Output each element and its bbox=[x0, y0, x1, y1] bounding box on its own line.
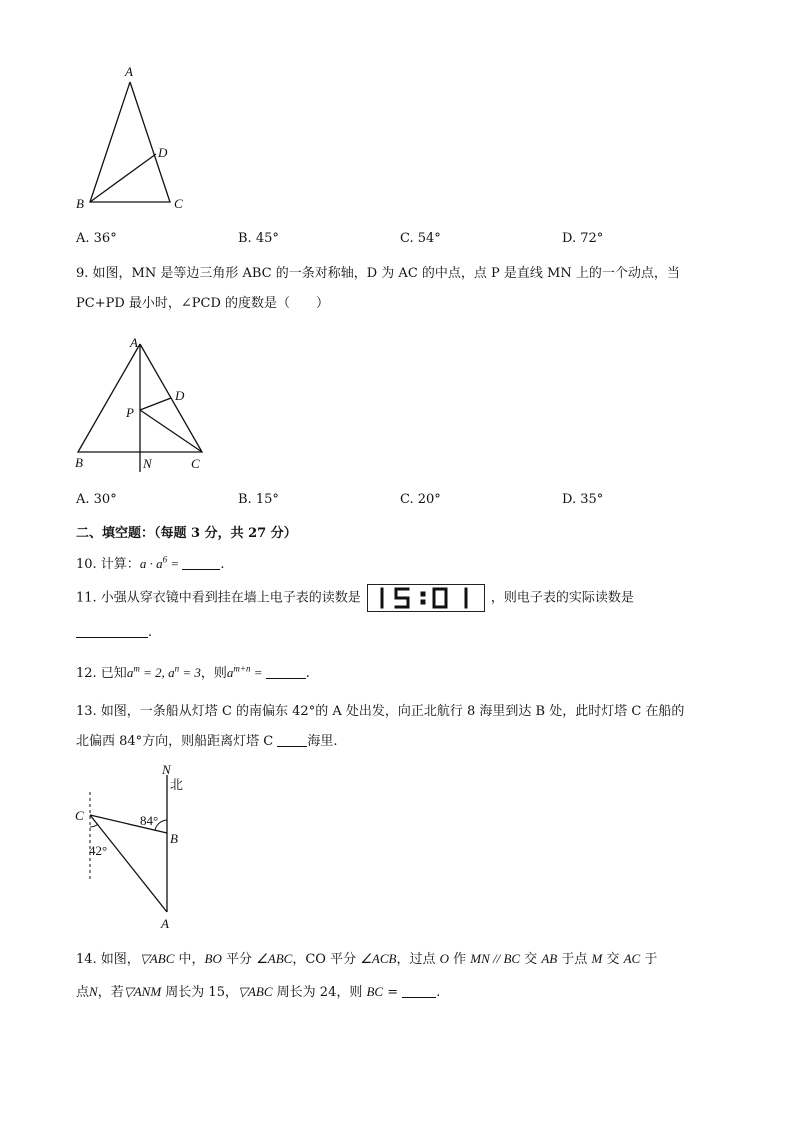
q14-l2-triangle-anm: ▽ANM bbox=[123, 984, 162, 999]
q14-period: . bbox=[436, 985, 441, 1000]
q14-l2-t6: 周长为 24，则 bbox=[272, 985, 367, 1000]
q12-mid: ，则 bbox=[200, 666, 227, 681]
q14-l2-bc: BC bbox=[366, 984, 384, 999]
q14-l1-t4: 平分 bbox=[221, 952, 257, 967]
q12-line bbox=[76, 662, 310, 681]
q14-l1-angle-abc: ∠ABC bbox=[256, 951, 293, 966]
q13-label-b: B bbox=[170, 831, 178, 846]
q14-l1-t2: 中， bbox=[174, 952, 205, 967]
q14-l1-triangle-abc: ▽ABC bbox=[139, 951, 175, 966]
q8-label-d: D bbox=[158, 145, 168, 160]
q8-label-c: C bbox=[174, 196, 183, 211]
q9-text-line1: 9. 如图，MN 是等边三角形 ABC 的一条对称轴，D 为 AC 的中点，点 P 是直线 MN 上的一个动点，当 bbox=[76, 266, 680, 281]
q10-prefix: 10. 计算： bbox=[76, 557, 140, 572]
q12-period: . bbox=[305, 666, 310, 681]
q14-l1-t16: 交 bbox=[602, 952, 624, 967]
q14-l1-t14: 于点 bbox=[557, 952, 592, 967]
q8-option-c[interactable]: C. 54° bbox=[400, 231, 441, 246]
clock-digits bbox=[376, 587, 476, 609]
q14-l2-n: N bbox=[89, 984, 98, 999]
q14-l2-t0: 点 bbox=[76, 985, 90, 1000]
q10-answer-blank[interactable] bbox=[182, 556, 220, 570]
q13-label-n: N bbox=[162, 762, 171, 777]
q14-l2-t4: 周长为 15， bbox=[161, 985, 238, 1000]
q8-triangle-figure bbox=[70, 62, 200, 212]
q8-label-a: A bbox=[125, 64, 133, 79]
q13-angle-84: 84° bbox=[140, 813, 159, 828]
q14-answer-blank[interactable] bbox=[402, 984, 436, 998]
q14-l1-t10: 作 bbox=[448, 952, 471, 967]
q12-expression: $a^{m+n}$ = bbox=[226, 663, 266, 680]
q14-l2-t8: = bbox=[383, 985, 403, 1000]
q14-l1-t12: 交 bbox=[520, 952, 542, 967]
q13-label-c: C bbox=[75, 808, 84, 823]
q14-l1-ac: AC bbox=[623, 951, 641, 966]
q13-lighthouse-figure bbox=[70, 760, 200, 935]
q10-period: . bbox=[220, 557, 225, 572]
q13-answer-blank[interactable] bbox=[277, 733, 307, 747]
q13-angle-42: 42° bbox=[89, 843, 108, 858]
q10-expression: $a \cdot a^6$ = bbox=[139, 554, 183, 571]
q9-option-b[interactable]: B. 15° bbox=[238, 492, 279, 507]
q9-option-c[interactable]: C. 20° bbox=[400, 492, 441, 507]
q14-text-line2 bbox=[76, 981, 440, 1000]
q13-text-a: 北偏西 84°方向，则船距离灯塔 C bbox=[76, 734, 274, 749]
q11-prefix: 11. 小强从穿衣镜中看到挂在墙上电子表的读数是 bbox=[76, 590, 361, 606]
q11-answer-blank[interactable] bbox=[76, 624, 148, 638]
q12-answer-blank[interactable] bbox=[266, 665, 306, 679]
q14-text-line1 bbox=[76, 948, 657, 967]
q9-label-d: D bbox=[175, 388, 185, 403]
q14-l1-mn-parallel-bc: MN // BC bbox=[470, 951, 521, 966]
q14-l1-m: M bbox=[591, 951, 603, 966]
q8-option-a[interactable]: A. 36° bbox=[76, 231, 117, 246]
q11-line bbox=[76, 584, 634, 612]
q11-period: . bbox=[148, 625, 153, 640]
q11-suffix: ，则电子表的实际读数是 bbox=[490, 590, 634, 606]
q12-given: $a^m = 2$, $a^n = 3$ bbox=[126, 663, 201, 680]
q14-l1-t6: ，CO 平分 bbox=[292, 952, 361, 967]
q14-l1-o: O bbox=[439, 951, 449, 966]
q13-label-north: 北 bbox=[170, 777, 184, 792]
q9-label-n: N bbox=[143, 456, 152, 471]
q8-option-b[interactable]: B. 45° bbox=[238, 231, 279, 246]
q8-label-b: B bbox=[76, 196, 84, 211]
q8-option-d[interactable]: D. 72° bbox=[562, 231, 604, 246]
q9-text-line2: PC+PD 最小时，∠PCD 的度数是（ ） bbox=[76, 296, 330, 311]
q9-label-p: P bbox=[126, 405, 134, 420]
section-title: 二、填空题：（每题 3 分，共 27 分） bbox=[76, 526, 297, 541]
q9-label-a: A bbox=[130, 335, 138, 350]
q9-option-a[interactable]: A. 30° bbox=[76, 492, 117, 507]
q10-line bbox=[76, 553, 224, 572]
q14-l2-triangle-abc: ▽ABC bbox=[237, 984, 273, 999]
q9-triangle-figure bbox=[70, 330, 220, 475]
q11-answer-line bbox=[76, 624, 152, 640]
q9-option-d[interactable]: D. 35° bbox=[562, 492, 604, 507]
q14-l2-t2: ，若 bbox=[97, 985, 124, 1000]
q12-prefix: 12. 已知 bbox=[76, 666, 127, 681]
q14-l1-t18: 于 bbox=[640, 952, 658, 967]
q13-text-b: 海里. bbox=[307, 734, 338, 749]
q9-label-c: C bbox=[191, 456, 200, 471]
q14-l1-t8: ，过点 bbox=[396, 952, 440, 967]
q14-l1-angle-acb: ∠ACB bbox=[360, 951, 397, 966]
q13-text-line2 bbox=[76, 730, 338, 749]
q13-label-a: A bbox=[161, 916, 169, 931]
q14-l1-bo: BO bbox=[204, 951, 222, 966]
q13-text-line1: 13. 如图，一条船从灯塔 C 的南偏东 42°的 A 处出发，向正北航行 8 海里到达 B 处，此时灯塔 C 在船的 bbox=[76, 704, 685, 719]
q14-l1-t0: 14. 如图， bbox=[76, 952, 140, 967]
q9-label-b: B bbox=[75, 455, 83, 470]
q14-l1-ab: AB bbox=[541, 951, 558, 966]
mirror-clock-display bbox=[367, 584, 485, 612]
